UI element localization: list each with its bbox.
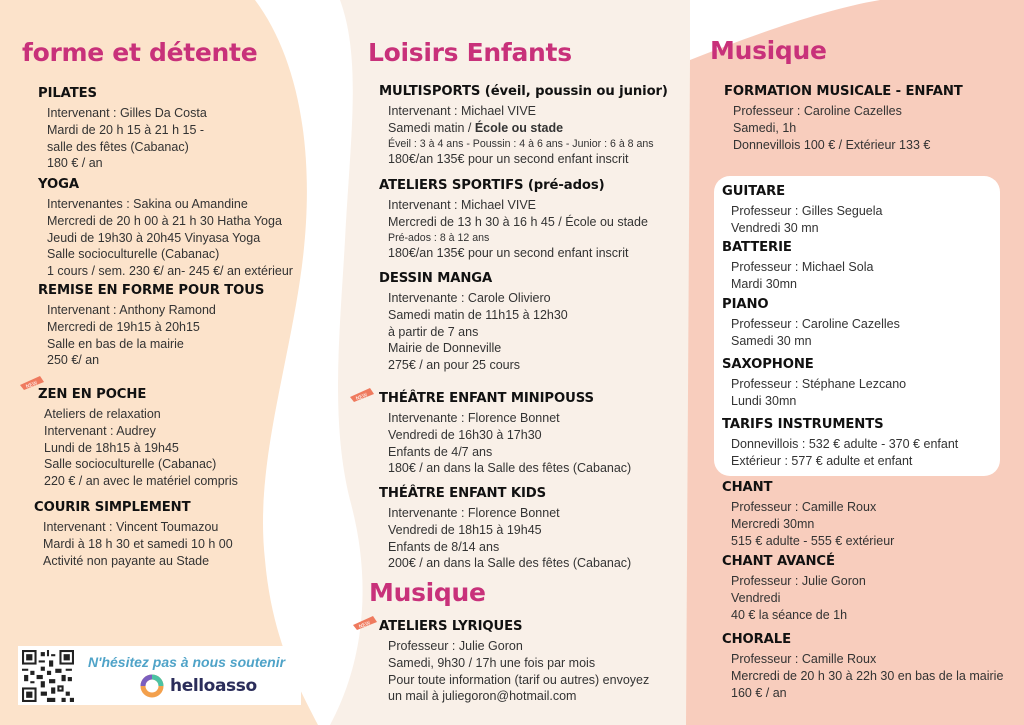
left-column-title: forme et détente (22, 38, 258, 67)
section-heading: DESSIN MANGA (379, 271, 493, 286)
section-line: 160 € / an (731, 685, 787, 700)
section-line: Samedi matin de 11h15 à 12h30 (388, 307, 568, 322)
section-line: Mairie de Donneville (388, 341, 502, 356)
section-line: Vendredi (731, 590, 781, 605)
section-line: Mercredi de 19h15 à 20h15 (47, 319, 200, 334)
section-line: 40 € la séance de 1h (731, 607, 848, 622)
section-line: Salle en bas de la mairie (47, 336, 184, 351)
section-guitare (722, 184, 882, 237)
new-badge-label: NEW (358, 620, 372, 630)
section-chant-avance (722, 554, 866, 623)
section-line: Samedi 30 mn (731, 333, 812, 348)
section-dessin-manga (379, 271, 568, 374)
section-line-bold: École ou stade (474, 120, 564, 135)
section-line: Professeur : Julie Goron (388, 639, 523, 653)
section-line: Professeur : Camille Roux (731, 652, 877, 666)
section-line: Intervenante : Florence Bonnet (388, 411, 560, 425)
section-line: Ateliers de relaxation (44, 407, 161, 421)
section-line: Mercredi de 20 h 30 à 22h 30 en bas de la mairie (731, 668, 1004, 683)
section-chant (722, 480, 894, 549)
middle-column-title: Loisirs Enfants (368, 38, 572, 67)
section-theatre-minipouss (379, 391, 631, 477)
section-line: Professeur : Michael Sola (731, 260, 874, 274)
section-heading: ZEN EN POCHE (38, 387, 147, 402)
section-line: Intervenante : Florence Bonnet (388, 506, 560, 520)
section-line: 180€ / an dans la Salle des fêtes (Cabanac) (388, 461, 632, 476)
section-line: 250 €/ an (47, 353, 100, 368)
section-heading: PIANO (722, 297, 769, 312)
section-heading: YOGA (38, 177, 79, 192)
section-piano (722, 297, 900, 350)
section-line: 1 cours / sem. 230 €/ an- 245 €/ an extérieur (47, 264, 293, 279)
section-zen-en-poche (38, 387, 238, 490)
helloasso-ring-icon (140, 674, 164, 698)
section-line: Vendredi de 18h15 à 19h45 (388, 522, 542, 537)
section-line: Enfants de 8/14 ans (388, 539, 500, 554)
section-line: un mail à juliegoron@hotmail.com (388, 689, 577, 704)
section-line: 515 € adulte - 555 € extérieur (731, 533, 895, 548)
section-line: Vendredi de 16h30 à 17h30 (388, 427, 542, 442)
section-heading: PILATES (38, 86, 97, 101)
support-banner[interactable] (18, 646, 301, 705)
section-line: Salle socioculturelle (Cabanac) (44, 457, 217, 472)
section-heading: CHANT (722, 480, 773, 495)
section-yoga (38, 177, 293, 280)
section-line: Éveil : 3 à 4 ans - Poussin : 4 à 6 ans - Junior : 6 à 8 ans (388, 137, 654, 150)
section-heading: SAXOPHONE (722, 357, 814, 372)
section-heading: CHORALE (722, 632, 791, 647)
helloasso-wordmark: helloasso (170, 676, 257, 696)
section-line: Samedi, 1h (733, 120, 797, 135)
section-theatre-kids (379, 486, 631, 572)
section-line: Professeur : Caroline Cazelles (731, 317, 900, 331)
section-heading: BATTERIE (722, 240, 792, 255)
section-line: Professeur : Caroline Cazelles (733, 104, 902, 118)
section-line: Intervenant : Michael VIVE (388, 104, 536, 118)
section-line: Donnevillois : 532 € adulte - 370 € enfant (731, 437, 959, 451)
section-heading: FORMATION MUSICALE - ENFANT (724, 84, 963, 99)
section-line: 200€ / an dans la Salle des fêtes (Cabanac) (388, 556, 632, 571)
section-line: Intervenante : Carole Oliviero (388, 291, 551, 305)
section-line: Vendredi 30 mn (731, 220, 819, 235)
section-line: Salle socioculturelle (Cabanac) (47, 247, 220, 262)
section-ateliers-sportifs (379, 178, 648, 262)
section-line: Donnevillois 100 € / Extérieur 133 € (733, 137, 931, 152)
section-saxophone (722, 357, 906, 410)
section-line: Mercredi 30mn (731, 516, 815, 531)
section-chorale (722, 632, 1003, 701)
section-line: Intervenant : Audrey (44, 423, 156, 438)
section-line: Lundi 30mn (731, 393, 797, 408)
section-line: 180 € / an (47, 156, 103, 171)
middle-music-title: Musique (369, 578, 486, 607)
section-heading: ATELIERS LYRIQUES (379, 619, 523, 634)
section-line: Intervenantes : Sakina ou Amandine (47, 197, 248, 211)
section-line: Professeur : Camille Roux (731, 500, 877, 514)
section-line: Mercredi de 20 h 00 à 21 h 30 Hatha Yoga (47, 213, 282, 228)
section-heading: GUITARE (722, 184, 786, 199)
section-heading: CHANT AVANCÉ (722, 554, 835, 569)
section-line: 220 € / an avec le matériel compris (44, 474, 238, 489)
section-heading: REMISE EN FORME POUR TOUS (38, 283, 265, 298)
section-batterie (722, 240, 873, 293)
section-heading: THÉÂTRE ENFANT MINIPOUSS (379, 391, 594, 406)
section-line: Intervenant : Vincent Toumazou (43, 520, 219, 534)
section-line: Extérieur : 577 € adulte et enfant (731, 453, 913, 468)
section-line: Mardi de 20 h 15 à 21 h 15 - (47, 122, 205, 137)
section-heading: TARIFS INSTRUMENTS (722, 417, 884, 432)
section-line: 180€/an 135€ pour un second enfant inscrit (388, 152, 629, 167)
section-line: Pour toute information (tarif ou autres) envoyez (388, 672, 650, 687)
qr-code-icon[interactable] (22, 650, 74, 702)
section-line: Professeur : Stéphane Lezcano (731, 377, 907, 391)
section-line: Professeur : Julie Goron (731, 574, 866, 588)
section-line: Samedi, 9h30 / 17h une fois par mois (388, 655, 596, 670)
section-courir-simplement (34, 500, 233, 569)
section-line: Professeur : Gilles Seguela (731, 204, 883, 218)
section-formation-musicale (724, 84, 963, 153)
section-line: Intervenant : Anthony Ramond (47, 303, 216, 317)
section-line: 180€/an 135€ pour un second enfant inscrit (388, 246, 629, 261)
section-line: Jeudi de 19h30 à 20h45 Vinyasa Yoga (47, 230, 261, 245)
section-tarifs-instruments (722, 417, 958, 470)
section-line: Intervenant : Michael VIVE (388, 198, 536, 212)
new-badge-icon (350, 388, 374, 402)
helloasso-logo[interactable] (136, 674, 286, 700)
section-heading: THÉÂTRE ENFANT KIDS (379, 486, 547, 501)
section-heading: ATELIERS SPORTIFS (pré-ados) (379, 178, 605, 193)
section-line: Enfants de 4/7 ans (388, 444, 493, 459)
section-line: Activité non payante au Stade (43, 553, 210, 568)
section-line: 275€ / an pour 25 cours (388, 358, 521, 373)
section-heading: COURIR SIMPLEMENT (34, 500, 191, 515)
new-badge-label: NEW (355, 392, 369, 402)
right-column-title: Musique (710, 36, 827, 65)
section-pilates (38, 86, 207, 172)
section-multisports (379, 84, 668, 168)
support-message: N'hésitez pas à nous soutenir (88, 654, 286, 670)
section-line: Mardi 30mn (731, 276, 797, 291)
section-heading: MULTISPORTS (éveil, poussin ou junior) (379, 84, 668, 99)
section-line: Mardi à 18 h 30 et samedi 10 h 00 (43, 536, 233, 551)
section-ateliers-lyriques (379, 619, 649, 705)
section-line: à partir de 7 ans (388, 324, 479, 339)
new-badge-icon (353, 616, 377, 630)
section-line: Mercredi de 13 h 30 à 16 h 45 / École ou stade (388, 214, 648, 229)
section-line: salle des fêtes (Cabanac) (47, 139, 189, 154)
section-line: Samedi matin / École ou stade (388, 120, 564, 135)
section-line: Intervenant : Gilles Da Costa (47, 106, 207, 120)
new-badge-label: NEW (25, 380, 39, 390)
section-line: Pré-ados : 8 à 12 ans (388, 231, 490, 244)
section-remise-en-forme (38, 283, 264, 369)
section-line: Lundi de 18h15 à 19h45 (44, 440, 179, 455)
